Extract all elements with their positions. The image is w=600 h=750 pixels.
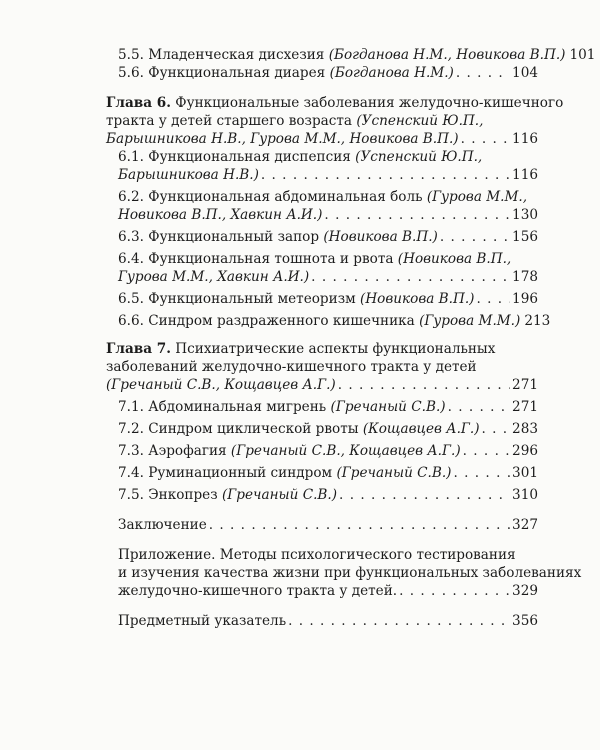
toc-authors: (Гречаный С.В.) (336, 465, 452, 481)
toc-num: 7.2. (118, 421, 144, 437)
toc-entry-subject-index[interactable] (118, 612, 538, 630)
toc-page-number: 116 (512, 167, 538, 183)
toc-authors: (Кощавцев А.Г.) (362, 421, 480, 437)
leader-dots (339, 486, 510, 504)
leader-dots (288, 612, 510, 630)
toc-num: 6.4. (118, 251, 144, 267)
toc-entry-7-5[interactable] (118, 486, 538, 504)
toc-chapter-6[interactable] (106, 94, 564, 148)
chapter-label: Глава 6. (106, 95, 171, 111)
toc-authors: (Гурова М.М., (426, 189, 528, 205)
toc-authors: (Богданова Н.М.) (329, 65, 454, 81)
toc-num: 6.3. (118, 229, 144, 245)
toc-entry-6-5[interactable] (118, 290, 538, 308)
toc-entry-7-3[interactable] (118, 442, 538, 460)
appendix-line-1: Приложение. Методы психологического тестирования (118, 547, 516, 563)
toc-entry-5-6[interactable] (118, 64, 538, 82)
toc-num: 7.5. (118, 487, 144, 503)
toc-title: Абдоминальная мигрень (148, 399, 327, 415)
toc-title: Функциональная диспепсия (148, 149, 351, 165)
chapter-authors-line-1: (Успенский Ю.П., (356, 113, 484, 129)
toc-authors: (Гречаный С.В.) (221, 487, 338, 503)
toc-num: 5.6. (118, 65, 144, 81)
chapter-title-line-1: Функциональные заболевания желудочно-кишечного (175, 95, 564, 111)
toc-title: Заключение (118, 517, 207, 533)
toc-authors: (Гречаный С.В.) (330, 399, 446, 415)
toc-page-number: 213 (524, 313, 551, 329)
toc-authors: (Богданова Н.М., Новикова В.П.) (328, 47, 566, 63)
toc-entry-appendix[interactable] (118, 546, 582, 600)
leader-dots (482, 420, 511, 438)
toc-entry-6-4[interactable] (118, 250, 538, 286)
toc-entry-6-3[interactable] (118, 228, 538, 246)
toc-authors: Барышникова Н.В.) (118, 167, 259, 183)
toc-page-number: 271 (512, 377, 538, 393)
appendix-line-3: желудочно-кишечного тракта у детей. (118, 583, 398, 599)
toc-num: 6.1. (118, 149, 144, 165)
toc-authors: (Новикова В.П.) (323, 229, 438, 245)
leader-dots (440, 228, 510, 246)
toc-entry-7-4[interactable] (118, 464, 538, 482)
chapter-authors: (Гречаный С.В., Кощавцев А.Г.) (106, 377, 336, 393)
toc-num: 6.5. (118, 291, 144, 307)
leader-dots (448, 398, 510, 416)
toc-page-number: 329 (512, 583, 538, 599)
toc-title: Функциональный метеоризм (148, 291, 356, 307)
toc-page-number: 271 (512, 399, 538, 415)
toc-page-number: 104 (512, 65, 538, 81)
toc-authors: (Новикова В.П.) (360, 291, 475, 307)
chapter-authors-line-2: Барышникова Н.В., Гурова М.М., Новикова В.П.) (106, 131, 459, 147)
toc-page-number: 178 (512, 269, 538, 285)
toc-title: Синдром раздраженного кишечника (148, 313, 415, 329)
toc-entry-7-2[interactable] (118, 420, 538, 438)
leader-dots (454, 464, 511, 482)
toc-title: Энкопрез (148, 487, 218, 503)
toc-title: Синдром циклической рвоты (148, 421, 359, 437)
toc-authors: (Новикова В.П., (397, 251, 512, 267)
toc-entry-6-2[interactable] (118, 188, 538, 224)
chapter-title-line-2: тракта у детей старшего возраста (106, 113, 352, 129)
toc-entry-6-1[interactable] (118, 148, 538, 184)
toc-title: Функциональная тошнота и рвота (148, 251, 394, 267)
toc-page-number: 101 (569, 47, 596, 63)
leader-dots (311, 268, 510, 286)
toc-authors: Гурова М.М., Хавкин А.И.) (118, 269, 310, 285)
toc-entry-conclusion[interactable] (118, 516, 538, 534)
toc-entry-6-6[interactable] (118, 312, 551, 330)
toc-title: Младенческая дисхезия (148, 47, 325, 63)
toc-page-number: 283 (512, 421, 538, 437)
leader-dots (461, 130, 510, 148)
toc-title: Предметный указатель (118, 613, 287, 629)
toc-page-number: 130 (512, 207, 538, 223)
leader-dots (261, 166, 510, 184)
toc-entry-5-5[interactable] (118, 46, 596, 64)
toc-page-number: 310 (512, 487, 538, 503)
toc-num: 5.5. (118, 47, 144, 63)
table-of-contents (106, 46, 596, 630)
toc-page-number: 116 (512, 131, 538, 147)
leader-dots (324, 206, 510, 224)
leader-dots (209, 516, 510, 534)
chapter-label: Глава 7. (106, 341, 171, 357)
toc-num: 7.4. (118, 465, 144, 481)
toc-num: 6.6. (118, 313, 144, 329)
toc-title: Функциональная абдоминальная боль (148, 189, 423, 205)
toc-page-number: 327 (512, 517, 538, 533)
toc-authors: (Гурова М.М.) (419, 313, 521, 329)
toc-page-number: 156 (512, 229, 538, 245)
toc-num: 7.3. (118, 443, 144, 459)
toc-num: 6.2. (118, 189, 144, 205)
toc-page-number: 296 (512, 443, 538, 459)
toc-entry-7-1[interactable] (118, 398, 538, 416)
leader-dots (399, 582, 510, 600)
toc-authors: (Успенский Ю.П., (355, 149, 483, 165)
toc-chapter-7[interactable] (106, 340, 538, 394)
toc-page-number: 301 (512, 465, 538, 481)
leader-dots (338, 376, 510, 394)
toc-authors: (Гречаный С.В., Кощавцев А.Г.) (230, 443, 461, 459)
toc-title: Функциональная диарея (148, 65, 326, 81)
chapter-title-line-2: заболеваний желудочно-кишечного тракта у детей (106, 359, 477, 375)
toc-num: 7.1. (118, 399, 144, 415)
toc-title: Функциональный запор (148, 229, 320, 245)
appendix-line-2: и изучения качества жизни при функциональных заболеваниях (118, 565, 582, 581)
leader-dots (456, 64, 510, 82)
toc-title: Руминационный синдром (148, 465, 333, 481)
toc-title: Аэрофагия (148, 443, 227, 459)
toc-page-number: 196 (512, 291, 538, 307)
leader-dots (463, 442, 510, 460)
leader-dots (476, 290, 510, 308)
chapter-title-line-1: Психиатрические аспекты функциональных (175, 341, 496, 357)
toc-page-number: 356 (512, 613, 538, 629)
toc-authors: Новикова В.П., Хавкин А.И.) (118, 207, 323, 223)
